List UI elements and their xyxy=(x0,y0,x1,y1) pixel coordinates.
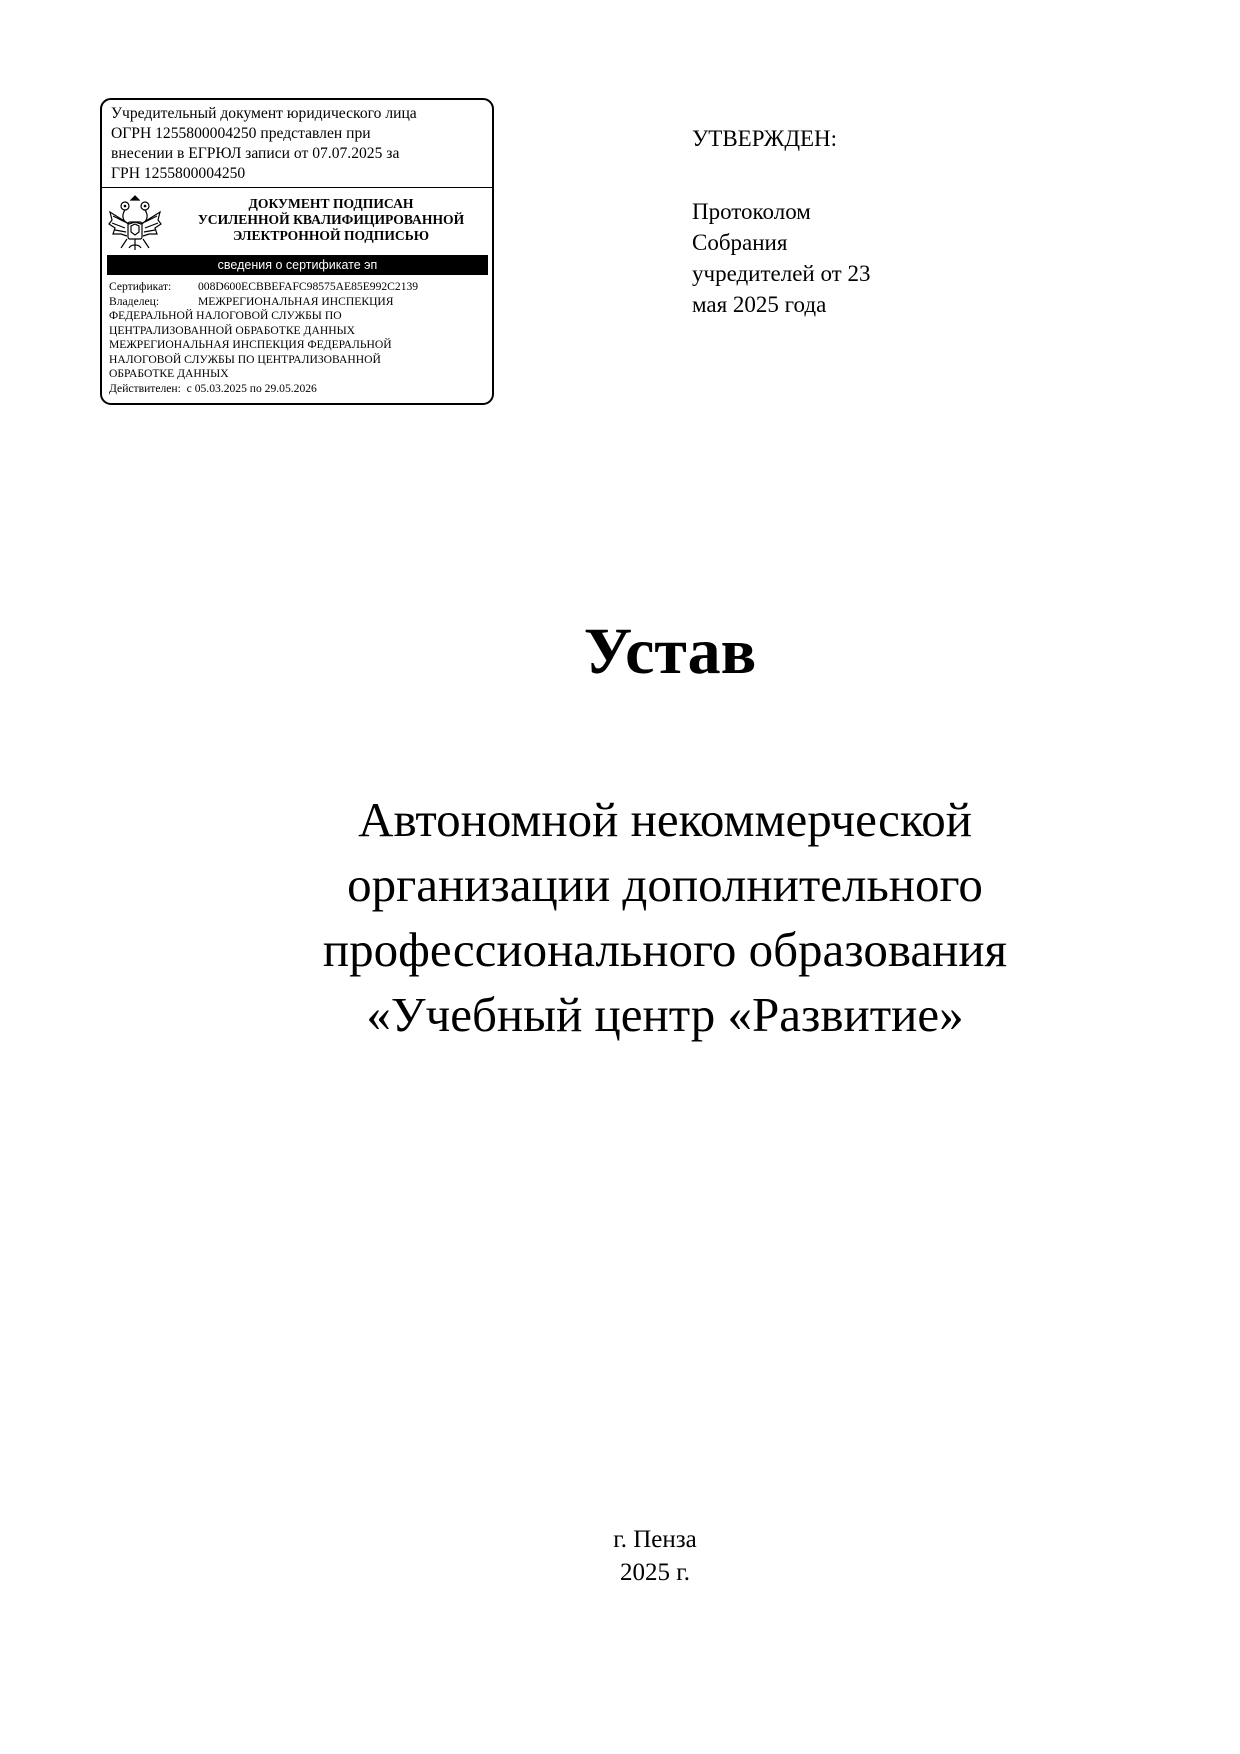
signed-notice xyxy=(170,196,492,244)
validity-label: Действителен: xyxy=(109,381,181,395)
approval-line: учредителей от 23 xyxy=(692,261,871,286)
organization-name xyxy=(160,787,1170,1047)
organization-name-line: организации дополнительного xyxy=(347,857,983,912)
approval-heading: УТВЕРЖДЕН: xyxy=(692,126,838,151)
owner-line: ЦЕНТРАЛИЗОВАННОЙ ОБРАБОТКЕ ДАННЫХ xyxy=(109,323,356,337)
organization-name-line: Автономной некоммерческой xyxy=(358,792,972,847)
registration-line: внесении в ЕГРЮЛ записи от 07.07.2025 за xyxy=(111,145,400,162)
signed-line: ДОКУМЕНТ ПОДПИСАН xyxy=(248,196,414,211)
certificate-value: 008D600ECBBEFAFC98575AE85E992C2139 xyxy=(198,280,419,293)
registration-line: ГРН 1255800004250 xyxy=(111,165,246,182)
certificate-details xyxy=(109,280,489,396)
russian-coat-of-arms-emblem-icon xyxy=(107,192,163,254)
year: 2025 г. xyxy=(620,1559,690,1586)
signed-line: УСИЛЕННОЙ КВАЛИФИЦИРОВАННОЙ xyxy=(197,212,465,227)
certificate-row xyxy=(109,280,489,295)
owner-line: ФЕДЕРАЛЬНОЙ НАЛОГОВОЙ СЛУЖБЫ ПО xyxy=(109,309,342,322)
owner-line: МЕЖРЕГИОНАЛЬНАЯ ИНСПЕКЦИЯ ФЕДЕРАЛЬНОЙ xyxy=(109,338,392,351)
validity-value: с 05.03.2025 по 29.05.2026 xyxy=(186,381,317,395)
organization-name-line: «Учебный центр «Развитие» xyxy=(366,987,964,1042)
approval-line: Собрания xyxy=(692,230,788,255)
approval-line: Протоколом xyxy=(692,199,811,224)
certificate-label: Сертификат: xyxy=(109,280,172,293)
place-and-year xyxy=(540,1523,770,1589)
e-signature-stamp xyxy=(100,98,494,405)
owner-line: МЕЖРЕГИОНАЛЬНАЯ ИНСПЕКЦИЯ xyxy=(198,294,394,308)
owner-label: Владелец: xyxy=(109,294,160,308)
signed-line: ЭЛЕКТРОННОЙ ПОДПИСЬЮ xyxy=(232,228,430,243)
organization-name-line: профессионального образования xyxy=(322,922,1008,977)
document-title: Устав xyxy=(583,615,757,688)
approval-line: мая 2025 года xyxy=(692,292,827,317)
registration-line: Учредительный документ юридического лица xyxy=(111,105,417,122)
registration-line: ОГРН 1255800004250 представлен при xyxy=(111,125,371,142)
owner-row xyxy=(109,295,489,310)
owner-line: НАЛОГОВОЙ СЛУЖБЫ ПО ЦЕНТРАЛИЗОВАННОЙ xyxy=(109,352,381,366)
approval-block xyxy=(692,123,952,320)
validity-row xyxy=(109,382,489,397)
registration-note xyxy=(102,100,492,188)
owner-line: ОБРАБОТКЕ ДАННЫХ xyxy=(109,367,229,380)
certificate-info-bar: сведения о сертификате эп xyxy=(107,255,488,275)
city: г. Пенза xyxy=(613,1526,697,1553)
